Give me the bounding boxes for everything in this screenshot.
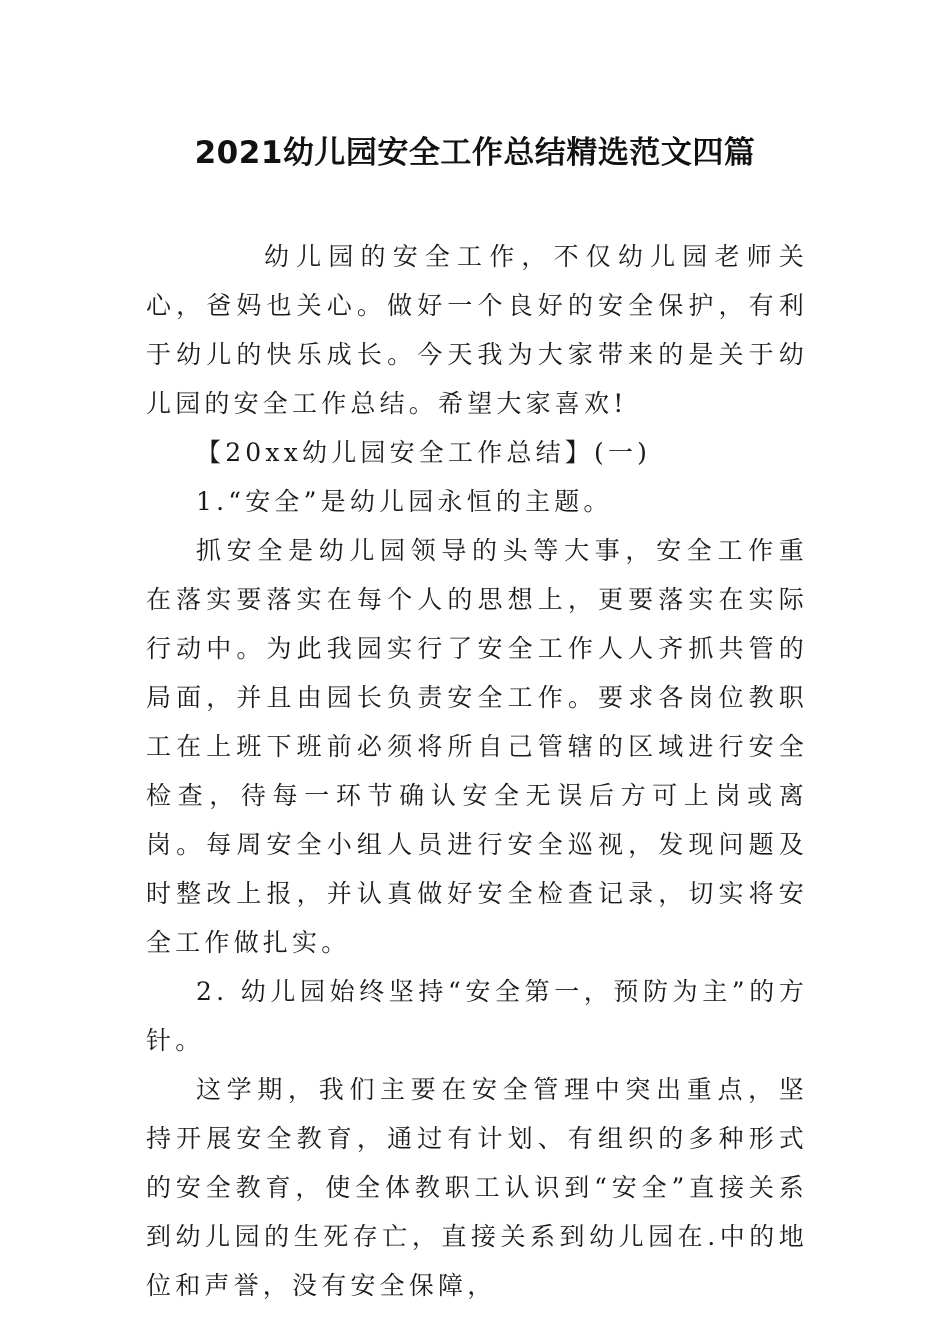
body-paragraph: 抓安全是幼儿园领导的头等大事，安全工作重在落实要落实在每个人的思想上，更要落实在实际行动中。为此我园实行了安全工作人人齐抓共管的局面，并且由园长负责安全工作。要求各岗位教职工在上班下班前必须将所自己管辖的区域进行安全检查，待每一环节确认安全无误后方可上岗或离岗。每周安全小组人员进行安全巡视，发现问题及时整改上报，并认真做好安全检查记录，切实将安全工作做扎实。 xyxy=(146,536,808,957)
document-body xyxy=(146,232,808,1310)
section-heading: 【20xx幼儿园安全工作总结】(一) xyxy=(196,438,652,467)
point-heading-1: 1.“安全”是幼儿园永恒的主题。 xyxy=(196,487,613,516)
body-paragraph: 这学期，我们主要在安全管理中突出重点，坚持开展安全教育，通过有计划、有组织的多种形式的安全教育，使全体教职工认识到“安全”直接关系到幼儿园的生死存亡，直接关系到幼儿园在.中的地位和声誉，没有安全保障， xyxy=(146,1075,808,1300)
intro-paragraph: 幼儿园的安全工作，不仅幼儿园老师关心，爸妈也关心。做好一个良好的安全保护，有利于幼儿的快乐成长。今天我为大家带来的是关于幼儿园的安全工作总结。希望大家喜欢! xyxy=(146,242,808,418)
document-title: 2021幼儿园安全工作总结精选范文四篇 xyxy=(194,135,756,171)
point-heading-2: 2. 幼儿园始终坚持“安全第一，预防为主”的方针。 xyxy=(146,977,808,1055)
